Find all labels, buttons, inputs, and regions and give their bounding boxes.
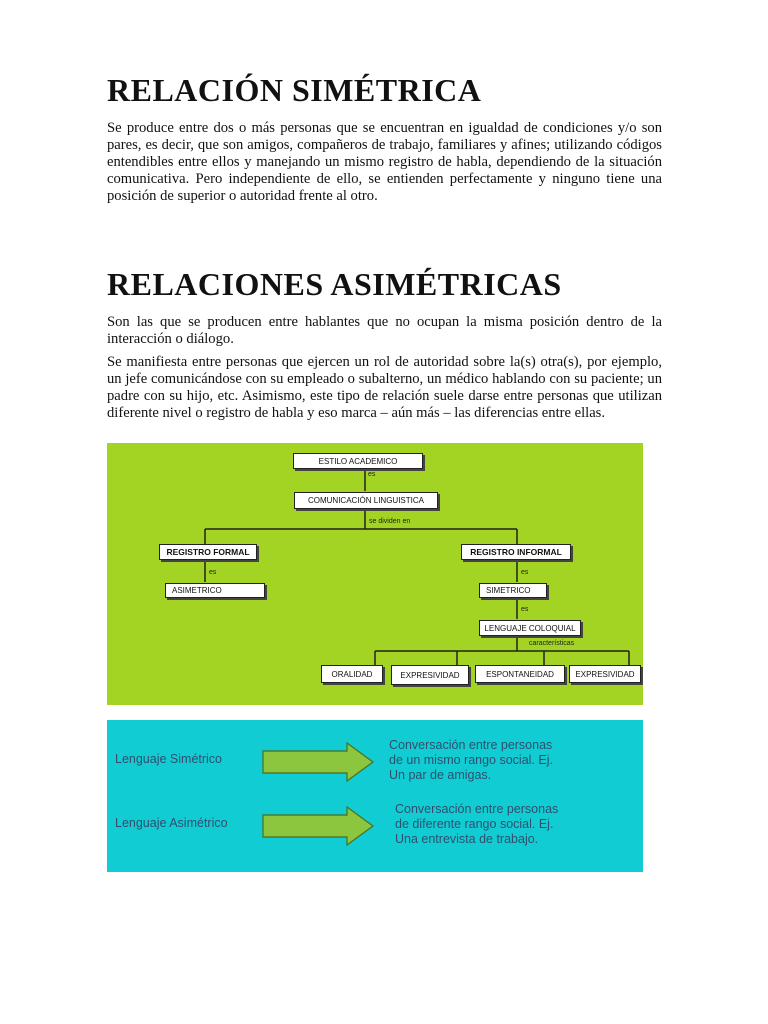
label-lenguaje-simetrico: Lenguaje Simétrico — [115, 752, 223, 766]
desc-lenguaje-asimetrico: Conversación entre personas de diferente rango social. Ej. Una entrevista de trabajo. — [395, 802, 559, 846]
connector-es-2: es — [209, 569, 217, 576]
node-expresividad-2: EXPRESIVIDAD — [569, 665, 641, 683]
arrow-right-icon — [262, 742, 374, 782]
connector-es-3: es — [521, 569, 529, 576]
paragraph-asimetricas-intro: Son las que se producen entre hablantes que no ocupan la misma posición dentro de la interacción o diálogo. — [107, 314, 662, 347]
connector-caracteristicas: características — [529, 640, 575, 647]
node-comunicacion-linguistica: COMUNICACIÓN LINGUISTICA — [294, 492, 438, 509]
connector-se-dividen-en: se dividen en — [369, 518, 411, 525]
node-registro-formal: REGISTRO FORMAL — [159, 544, 257, 560]
node-lenguaje-coloquial: LENGUAJE COLOQUIAL — [479, 620, 581, 636]
concept-diagram — [107, 443, 643, 705]
node-oralidad: ORALIDAD — [321, 665, 383, 683]
node-registro-informal: REGISTRO INFORMAL — [461, 544, 571, 560]
heading-relaciones-asimetricas: RELACIONES ASIMÉTRICAS — [107, 266, 562, 302]
language-comparison-panel — [107, 720, 643, 872]
node-asimetrico: ASIMETRICO — [165, 583, 265, 598]
node-estilo-academico: ESTILO ACADEMICO — [293, 453, 423, 469]
label-lenguaje-asimetrico: Lenguaje Asimétrico — [115, 816, 228, 830]
desc-lenguaje-simetrico: Conversación entre personas de un mismo rango social. Ej. Un par de amigas. — [389, 738, 553, 782]
paragraph-asimetricas-detail: Se manifiesta entre personas que ejercen un rol de autoridad sobre la(s) otra(s), por ejemplo, un jefe comunicándose con su empleado o subalterno, un médico hablando con su paciente; un padre con su hijo, etc. Asimismo, este tipo de relación suele darse entre personas que utilizan diferente nivel o registro de habla y eso marca – aún más – las diferencias entre ellas. — [107, 354, 662, 421]
node-expresividad-1: EXPRESIVIDAD — [391, 665, 469, 685]
connector-es-4: es — [521, 606, 529, 613]
arrow-right-icon — [262, 806, 374, 846]
node-espontaneidad: ESPONTANEIDAD — [475, 665, 565, 683]
connector-es-1: es — [368, 471, 376, 478]
paragraph-relacion-simetrica: Se produce entre dos o más personas que se encuentran en igualdad de condiciones y/o son pares, es decir, que son amigos, compañeros de trabajo, familiares y afines; utilizando códigos entendibles entre ellos y manejando un mismo registro de habla, dependiendo de la situación comunicativa. Pero independiente de ello, se entienden perfectamente y ninguno tiene una posición de superior o autoridad frente al otro. — [107, 120, 662, 204]
heading-relacion-simetrica: RELACIÓN SIMÉTRICA — [107, 72, 482, 108]
node-simetrico: SIMETRICO — [479, 583, 547, 598]
